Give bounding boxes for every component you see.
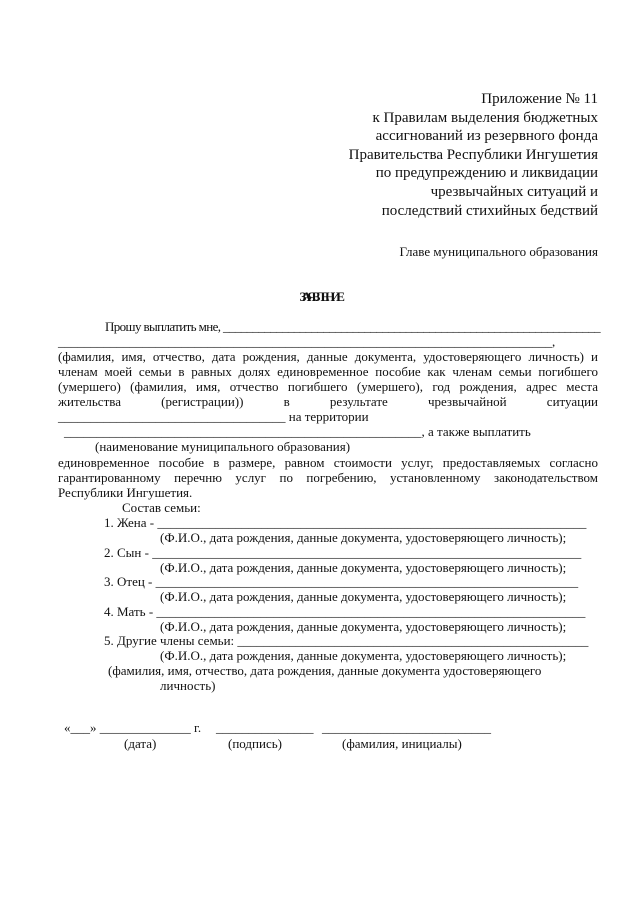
body-line: единовременное пособие в размере, равном стоимости услуг, предоставляемых согласно (58, 455, 598, 470)
body-line: _______________________________________________________, а также выплатить (64, 424, 531, 439)
body-line: Прошу выплатить мне, ________________________________________________________________ (105, 319, 601, 334)
body-line: гарантированному перечню услуг по погребению, установленному законодательством (58, 470, 598, 485)
family-member-line: 5. Другие члены семьи: ______________________________________________________ (104, 633, 589, 648)
header-line: ассигнований из резервного фонда (375, 128, 598, 145)
family-member-note: (Ф.И.О., дата рождения, данные документа, удостоверяющего личность); (160, 560, 567, 575)
date-label: (дата) (124, 736, 157, 751)
body-line: Республики Ингушетия. (58, 485, 193, 500)
family-footnote: личность) (160, 678, 216, 693)
body-caption: (наименование муниципального образования) (95, 439, 351, 454)
family-member-note: (Ф.И.О., дата рождения, данные документа, удостоверяющего личность); (160, 589, 567, 604)
family-heading: Состав семьи: (122, 500, 201, 515)
body-line: (умершего) (фамилия, имя, отчество погибшего (умершего), год рождения, адрес места (58, 379, 598, 394)
header-line: к Правилам выделения бюджетных (372, 109, 598, 126)
body-line: жительства (регистрации)) в результате чрезвычайной ситуации (58, 394, 598, 409)
header-line: Правительства Республики Ингушетия (348, 146, 598, 163)
family-member-note: (Ф.И.О., дата рождения, данные документа, удостоверяющего личность); (160, 619, 567, 634)
header-line: чрезвычайных ситуаций и (430, 183, 598, 200)
body-line: ___________________________________ на территории (58, 409, 369, 424)
document-title: ЗАЯВЛЕНИЕ (299, 289, 341, 304)
header-line: Приложение № 11 (481, 91, 598, 107)
family-member-line: 2. Сын - __________________________________________________________________ (104, 545, 582, 560)
signature-label: (подпись) (228, 736, 282, 751)
appendix-header (349, 90, 598, 220)
family-member-note: (Ф.И.О., дата рождения, данные документа, удостоверяющего личность); (160, 648, 567, 663)
name-field: __________________________ (322, 720, 491, 735)
family-member-line: 3. Отец - _________________________________________________________________ (104, 574, 579, 589)
body-line: ____________________________________________________________________________, (58, 334, 556, 349)
family-member-line: 1. Жена - __________________________________________________________________ (104, 515, 587, 530)
date-field: «___» ______________ г. (64, 720, 202, 735)
body-line: (фамилия, имя, отчество, дата рождения, данные документа, удостоверяющего личность) и (58, 349, 598, 364)
family-member-note: (Ф.И.О., дата рождения, данные документа, удостоверяющего личность); (160, 530, 567, 545)
family-member-line: 4. Мать - __________________________________________________________________ (104, 604, 586, 619)
family-footnote: (фамилия, имя, отчество, дата рождения, данные документа удостоверяющего (108, 663, 542, 678)
name-label: (фамилия, инициалы) (342, 736, 462, 751)
header-line: последствий стихийных бедствий (381, 202, 598, 219)
body-line: членам моей семьи в равных долях единовременное пособие как членам семьи погибшего (58, 364, 598, 379)
signature-field: _______________ (216, 720, 314, 735)
addressee: Главе муниципального образования (399, 244, 598, 259)
header-line: по предупреждению и ликвидации (375, 165, 598, 182)
